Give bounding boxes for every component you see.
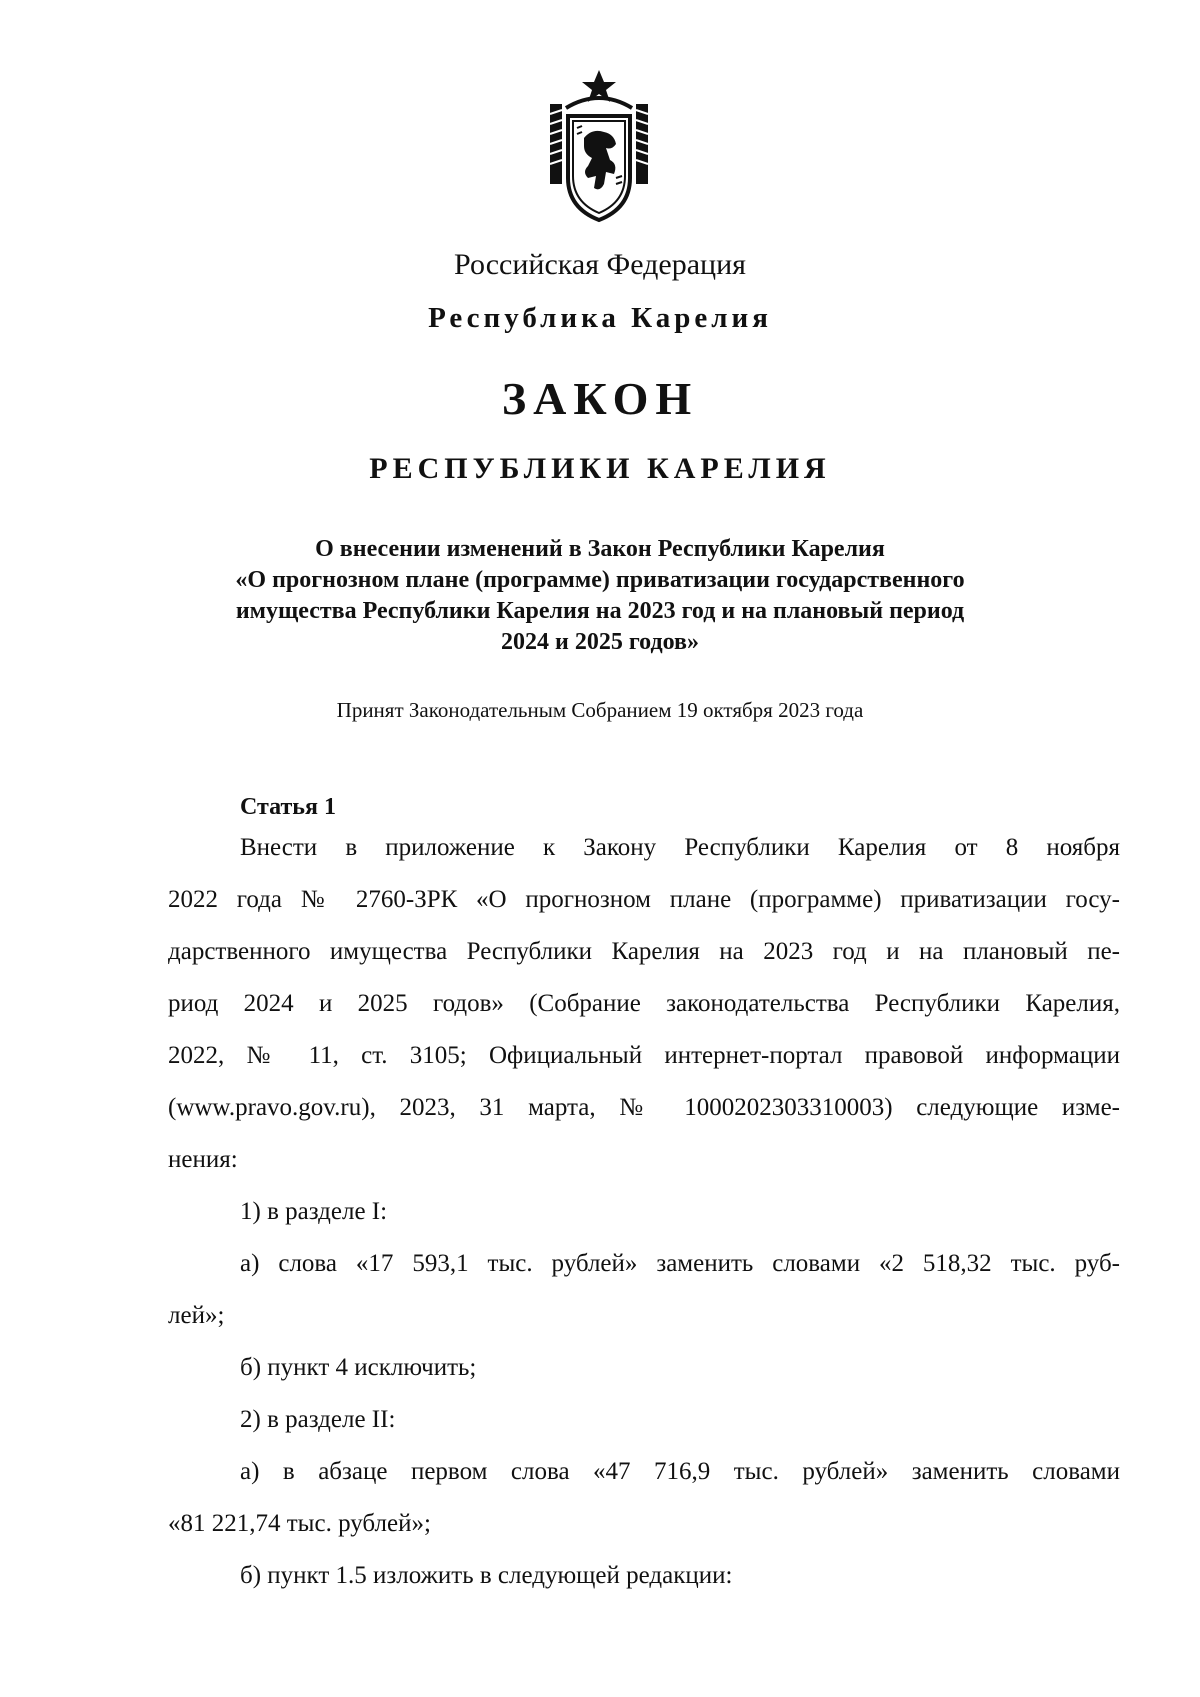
article-heading: Статья 1 — [240, 794, 336, 820]
body-line: б) пункт 1.5 изложить в следующей редакции: — [240, 1562, 733, 1589]
law-title-line: О внесении изменений в Закон Республики Карелия — [315, 536, 885, 562]
republic-name: Республика Карелия — [428, 302, 772, 334]
document-issuer: РЕСПУБЛИКИ КАРЕЛИЯ — [369, 452, 831, 485]
law-title-line: 2024 и 2025 годов» — [501, 629, 699, 655]
law-title — [0, 534, 1200, 658]
body-line: Внести в приложение к Закону Республики Карелия от 8 ноября — [240, 834, 1120, 861]
body-line: 2) в разделе II: — [240, 1406, 396, 1433]
adoption-note: Принят Законодательным Собранием 19 октября 2023 года — [336, 698, 864, 722]
body-line: (www.pravo.gov.ru), 2023, 31 марта, № 1000202303310003) следующие изме- — [168, 1094, 1120, 1121]
body-line: б) пункт 4 исключить; — [240, 1354, 477, 1381]
body-line: нения: — [168, 1146, 238, 1173]
body-line: 2022 года № 2760-ЗРК «О прогнозном плане (программе) приватизации госу- — [168, 886, 1120, 913]
law-title-line: имущества Республики Карелия на 2023 год и на плановый период — [235, 598, 965, 624]
document-type: ЗАКОН — [501, 373, 699, 424]
body-line: 1) в разделе I: — [240, 1198, 388, 1225]
body-line: а) слова «17 593,1 тыс. рублей» заменить словами «2 518,32 тыс. руб- — [240, 1250, 1120, 1277]
body-line: дарственного имущества Республики Карелия на 2023 год и на плановый пе- — [168, 938, 1120, 965]
law-title-line: «О прогнозном плане (программе) приватизации государственного — [235, 567, 965, 593]
body-line: «81 221,74 тыс. рублей»; — [168, 1510, 431, 1537]
body-line: а) в абзаце первом слова «47 716,9 тыс. рублей» заменить словами — [240, 1458, 1120, 1485]
country-name: Российская Федерация — [454, 248, 746, 281]
body-line: риод 2024 и 2025 годов» (Собрание законодательства Республики Карелия, — [168, 990, 1120, 1017]
karelia-coat-of-arms-icon — [544, 68, 654, 228]
body-line: лей»; — [168, 1302, 225, 1329]
body-line: 2022, № 11, ст. 3105; Официальный интернет-портал правовой информации — [168, 1042, 1120, 1069]
